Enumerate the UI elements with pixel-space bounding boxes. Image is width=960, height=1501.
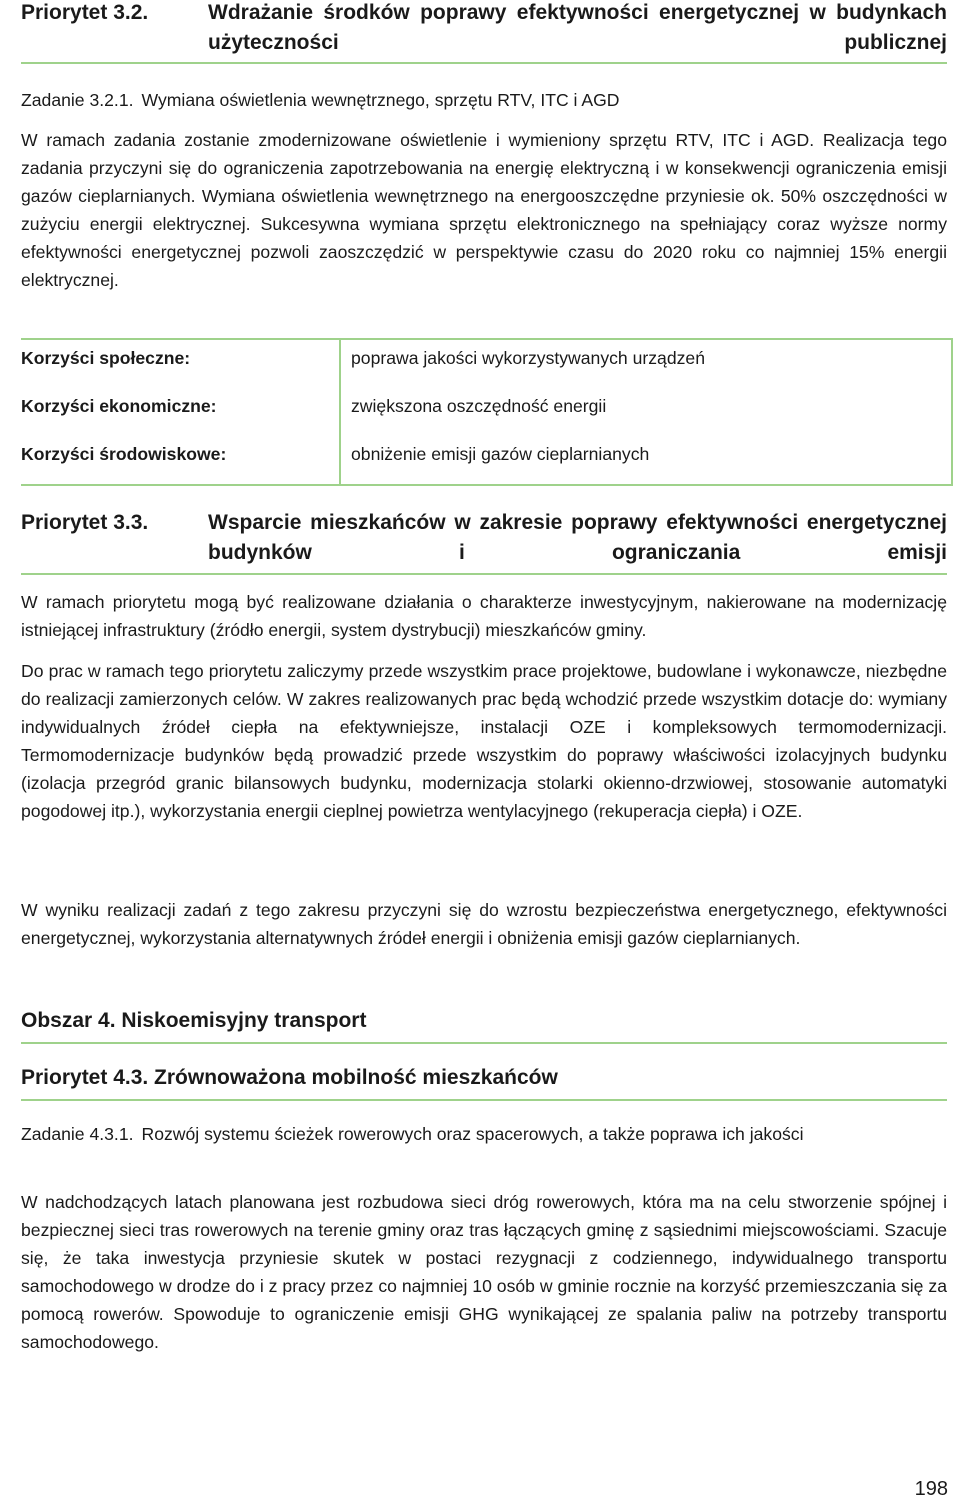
benefits-table bbox=[21, 338, 953, 486]
task-4-3-1-heading bbox=[21, 1120, 947, 1148]
section-4-3-heading: Priorytet 4.3. Zrównoważona mobilność mieszkańców bbox=[21, 1066, 558, 1089]
heading-rule bbox=[21, 1099, 947, 1101]
heading-rule bbox=[21, 573, 947, 575]
task-title: Wymiana oświetlenia wewnętrznego, sprzętu RTV, ITC i AGD bbox=[141, 90, 620, 110]
page-number: 198 bbox=[914, 1478, 948, 1500]
section-3-3-paragraph-1: W ramach priorytetu mogą być realizowane działania o charakterze inwestycyjnym, nakierowane na modernizację istniejącej infrastruktury (źródło energii, system dystrybucji) mieszkańców gminy. bbox=[21, 592, 947, 640]
section-3-3-paragraph-2: Do prac w ramach tego priorytetu zaliczymy przede wszystkim prace projektowe, budowlane i wykonawcze, niezbędne do realizacji zamierzonych celów. W zakres realizowanych prac będą wchodzić przede wszystkim dotacje do: wymiany indywidualnych źródeł ciepła na efektywniejsze, instalacji OZE i kompleksowych termomodernizacji. Termomodernizacje budynków będą prowadzić przede wszystkim do poprawy właściwości izolacyjnych budynku (izolacja przegród granic bilansowych budynku, modernizacja stolarki okienno-drzwiowej, stosowanie automatyki pogodowej itp.), wykorzystania energii cieplnej powietrza wentylacyjnego (rekuperacja ciepła) i OZE. bbox=[21, 661, 947, 821]
task-number: Zadanie 3.2.1. bbox=[21, 90, 134, 110]
task-number: Zadanie 4.3.1. bbox=[21, 1124, 134, 1144]
benefit-label: Korzyści społeczne: bbox=[21, 348, 191, 368]
section-3-3-paragraph-3: W wyniku realizacji zadań z tego zakresu przyczyni się do wzrostu bezpieczeństwa energetycznego, efektywności energetycznej, wykorzystania alternatywnych źródeł energii i obniżenia emisji gazów cieplarnianych. bbox=[21, 900, 947, 948]
obszar-4-heading: Obszar 4. Niskoemisyjny transport bbox=[21, 1009, 367, 1032]
heading-rule bbox=[21, 1042, 947, 1044]
benefit-label: Korzyści ekonomiczne: bbox=[21, 396, 217, 416]
section-3-3-heading bbox=[21, 508, 947, 568]
heading-rule bbox=[21, 62, 947, 64]
table-divider bbox=[339, 340, 341, 484]
section-title: Wdrażanie środków poprawy efektywności energetycznej w budynkach użyteczności publicznej bbox=[208, 1, 947, 54]
section-number: Priorytet 3.2. bbox=[21, 1, 149, 24]
task-4-3-1-body: W nadchodzących latach planowana jest rozbudowa sieci dróg rowerowych, która ma na celu stworzenie spójnej i bezpiecznej sieci tras rowerowych na terenie gminy oraz tras łączących gminę z sąsiednimi miejscowościami. Szacuje się, że taka inwestycja przyniesie skutek w postaci rezygnacji z codziennego, indywidualnego transportu samochodowego w drodze do i z pracy przez co najmniej 10 osób w gminie rocznie na korzyść przemieszczania się za pomocą rowerów. Spowoduje to ograniczenie emisji GHG wynikającej ze spalania paliw na potrzeby transportu samochodowego. bbox=[21, 1192, 947, 1352]
task-title: Rozwój systemu ścieżek rowerowych oraz spacerowych, a także poprawa ich jakości bbox=[141, 1124, 804, 1144]
task-3-2-1-heading bbox=[21, 86, 947, 114]
benefit-label: Korzyści środowiskowe: bbox=[21, 444, 227, 464]
benefit-value: poprawa jakości wykorzystywanych urządzeń bbox=[351, 348, 705, 368]
benefit-value: zwiększona oszczędność energii bbox=[351, 396, 607, 416]
section-3-2-heading bbox=[21, 0, 947, 58]
benefit-value: obniżenie emisji gazów cieplarnianych bbox=[351, 444, 650, 464]
section-title: Wsparcie mieszkańców w zakresie poprawy efektywności energetycznej budynków i ograniczania emisji bbox=[208, 511, 947, 564]
section-number: Priorytet 3.3. bbox=[21, 511, 149, 534]
task-3-2-1-body: W ramach zadania zostanie zmodernizowane oświetlenie i wymieniony sprzętu RTV, ITC i AGD. Realizacja tego zadania przyczyni się do ograniczenia zapotrzebowania na energię elektryczną i w konsekwencji ograniczenia emisji gazów cieplarnianych. Wymiana oświetlenia wewnętrznego na energooszczędne przyniesie ok. 50% oszczędności w zużyciu energii elektrycznej. Sukcesywna wymiana sprzętu elektronicznego na spełniający coraz wyższe normy efektywności energetycznej pozwoli zaoszczędzić w perspektywie czasu do 2020 roku co najmniej 15% energii elektrycznej. bbox=[21, 130, 947, 290]
